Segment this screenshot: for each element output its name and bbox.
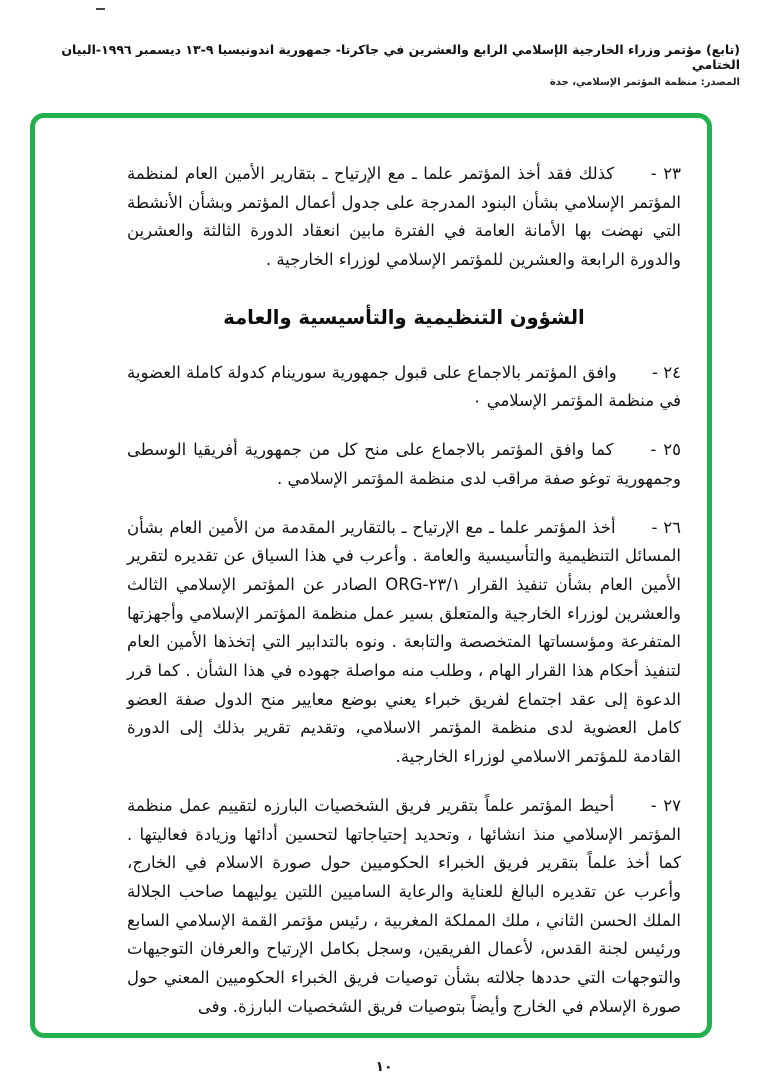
header-title: (تابع) مؤتمر وزراء الخارجية الإسلامي الرابع والعشرين في جاكرتا- جمهورية اندونيسيا ٩-١٣ ديسمبر ١٩٩٦-البيان الختامي [61, 42, 740, 72]
page-number: ١٠ [375, 1059, 393, 1075]
paragraph-25-number: ٢٥ - [650, 440, 681, 460]
content-frame [30, 113, 712, 1038]
document-content [127, 160, 681, 1042]
paragraph-24 [127, 359, 681, 416]
paragraph-23-number: ٢٣ - [650, 164, 682, 183]
paragraph-27-text: أحيط المؤتمر علماً بتقرير فريق الشخصيات البارزه لتقييم عمل منظمة المؤتمر الإسلامي منذ انشائها ، وتحديد إحتياجاتها لتحسين أدائها وزيادة فعاليتها . كما أخذ علماً بتقرير فريق الخبراء الحكوميين حول صورة الاسلام في الخارج، وأعرب عن تقديره البالغ للعناية والرعاية الساميين اللتين يوليهما صاحب الجلالة الملك الحسن الثاني ، ملك المملكة المغربية ، رئيس مؤتمر القمة الإسلامي السابع ورئيس لجنة القدس، لأعمال الفريقين، وسجل بكامل الإرتياح والعرفان التوجيهات والتوجهات التي حددها جلالته بشأن توصيات فريق الخبراء الحكوميين المعني حول صورة الإسلام في الخارج وأيضاً بتوصيات فريق الشخصيات البارزة. وفى [127, 795, 681, 1016]
paragraph-27-number: ٢٧ - [650, 795, 682, 815]
section-heading: الشؤون التنظيمية والتأسيسية والعامة [223, 305, 585, 329]
paragraph-25-text: كما وافق المؤتمر بالاجماع على منح كل من جمهورية أفريقيا الوسطى وجمهورية توغو صفة مراقب لدى منظمة المؤتمر الإسلامي . [127, 440, 681, 488]
scan-artifact-dash [96, 8, 105, 10]
paragraph-23 [127, 160, 681, 275]
document-header [28, 42, 740, 88]
paragraph-25 [127, 436, 681, 493]
paragraph-24-number: ٢٤ - [652, 362, 682, 382]
paragraph-27 [127, 792, 681, 1022]
paragraph-26 [127, 514, 681, 772]
paragraph-26-text: أخذ المؤتمر علما ـ مع الإرتياح ـ بالتقارير المقدمة من الأمين العام بشأن المسائل التنظيمية والتأسيسية والعامة . وأعرب في هذا السياق عن تقديره لتقرير الأمين العام بشأن تنفيذ القرار ٢٣/١-ORG الصادر عن المؤتمر الإسلامي الثالث والعشرين لوزراء الخارجية والمتعلق بسير عمل منظمة المؤتمر الإسلامي وأجهزتها المتفرعة ومؤسساتها المتخصصة والتابعة . ونوه بالتدابير التي إتخذها الأمين العام لتنفيذ أحكام هذا القرار الهام ، وطلب منه مواصلة جهوده في هذا الشأن . كما قرر الدعوة إلى عقد اجتماع لفريق خبراء يعني بوضع معايير منح الدول صفة العضو كامل العضوية لدى منظمة المؤتمر الاسلامي، وتقديم تقرير بذلك إلى الدورة القادمة للمؤتمر الاسلامي لوزراء الخارجية. [127, 517, 682, 767]
paragraph-23-text: كذلك فقد أخذ المؤتمر علما ـ مع الإرتياح ـ بتقارير الأمين العام لمنظمة المؤتمر الإسلامي بشأن البنود المدرجة على جدول أعمال المؤتمر وبشأن الأنشطة التي نهضت بها الأمانة العامة في الفترة مابين انعقاد الدورة الثالثة والعشرين والدورة الرابعة والعشرين للمؤتمر الإسلامي لوزراء الخارجية . [127, 164, 681, 270]
paragraph-24-text: وافق المؤتمر بالاجماع على قبول جمهورية سورينام كدولة كاملة العضوية في منظمة المؤتمر الإسلامي ٠ [127, 362, 681, 411]
paragraph-26-number: ٢٦ - [651, 517, 682, 537]
header-source: المصدر: منظمة المؤتمر الإسلامي، جدة [549, 77, 740, 88]
